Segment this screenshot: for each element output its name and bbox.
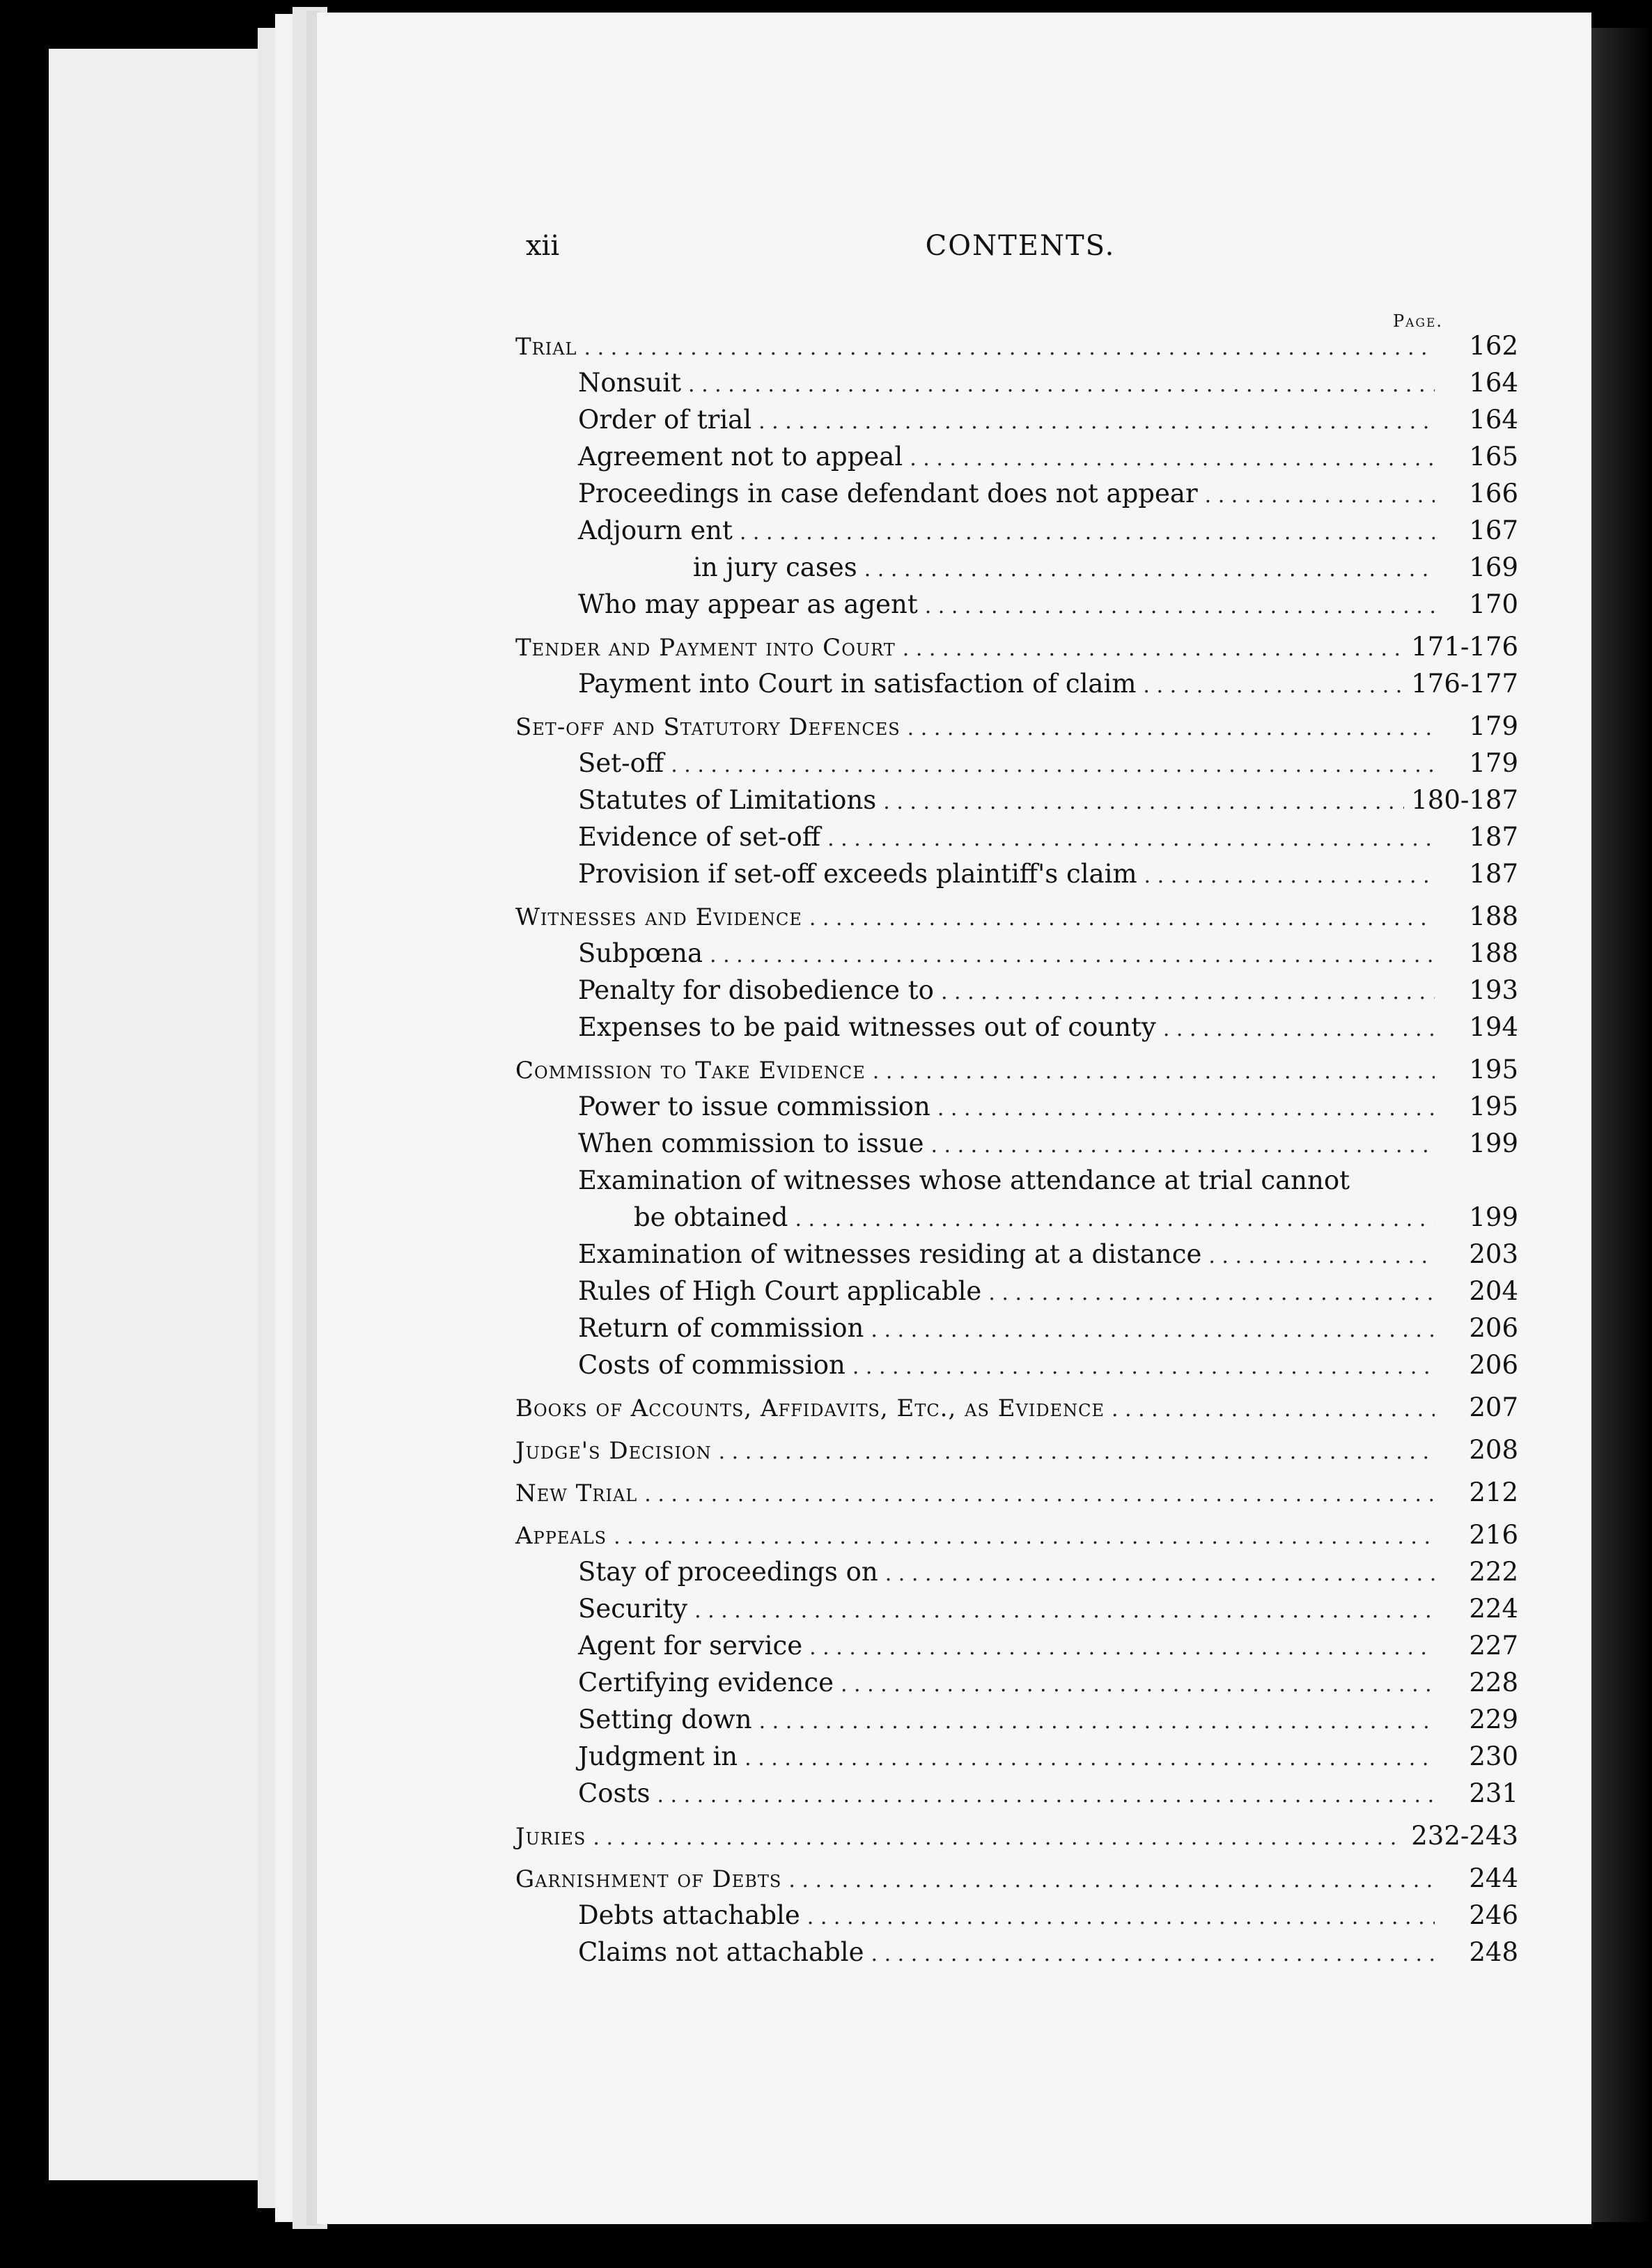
toc-entry-label: Adjourn ent bbox=[578, 515, 733, 545]
dot-leader bbox=[1143, 667, 1404, 704]
toc-entry-label: Return of commission bbox=[578, 1313, 864, 1343]
toc-entry-page: 227 bbox=[1469, 1631, 1518, 1661]
dot-leader bbox=[759, 1703, 1435, 1740]
toc-entry-label: Witnesses and Evidence bbox=[515, 903, 802, 931]
toc-entry bbox=[515, 1273, 1518, 1310]
dot-leader bbox=[644, 1476, 1435, 1513]
toc-entry bbox=[515, 1775, 1518, 1812]
toc-entry-label: Juries bbox=[515, 1823, 586, 1851]
toc-entry-label: Claims not attachable bbox=[578, 1937, 864, 1967]
dot-leader bbox=[671, 747, 1435, 784]
dot-leader bbox=[827, 821, 1435, 857]
dot-leader bbox=[937, 1090, 1435, 1127]
dot-leader bbox=[883, 784, 1404, 821]
toc-entry bbox=[515, 1431, 1518, 1468]
dot-leader bbox=[910, 440, 1435, 477]
toc-entry bbox=[515, 327, 1518, 364]
toc-entry bbox=[515, 1817, 1518, 1854]
toc-entry-page: 162 bbox=[1469, 331, 1518, 361]
toc-entry-page: 187 bbox=[1469, 822, 1518, 852]
toc-entry bbox=[515, 1738, 1518, 1775]
toc-entry-label: Security bbox=[578, 1594, 688, 1624]
toc-entry-page: 187 bbox=[1469, 859, 1518, 889]
toc-entry bbox=[515, 1701, 1518, 1738]
dot-leader bbox=[809, 900, 1435, 937]
toc-entry bbox=[515, 512, 1518, 549]
toc-entry-page: 164 bbox=[1469, 368, 1518, 398]
toc-entry-label: Examination of witnesses residing at a distance bbox=[578, 1239, 1202, 1269]
dot-leader bbox=[688, 366, 1435, 403]
toc-entry-page: 179 bbox=[1469, 748, 1518, 778]
toc-entry-label: Judge's Decision bbox=[515, 1437, 712, 1465]
toc-entry bbox=[515, 1934, 1518, 1971]
toc-entry bbox=[515, 1346, 1518, 1383]
toc-entry-label: Examination of witnesses whose attendance at trial cannot bbox=[578, 1165, 1350, 1195]
toc-entry-label: Set-off and Statutory Defences bbox=[515, 713, 901, 741]
toc-entry bbox=[515, 1162, 1518, 1199]
toc-entry-page: 204 bbox=[1469, 1276, 1518, 1306]
toc-entry bbox=[515, 1088, 1518, 1125]
toc-entry-page: 169 bbox=[1469, 552, 1518, 582]
toc-entry bbox=[515, 1125, 1518, 1162]
page-folio: xii bbox=[526, 230, 560, 262]
toc-entry bbox=[515, 438, 1518, 475]
toc-entry-page: 199 bbox=[1469, 1202, 1518, 1232]
toc-entry bbox=[515, 364, 1518, 401]
toc-entry-label: Rules of High Court applicable bbox=[578, 1276, 982, 1306]
toc-entry-label: in jury cases bbox=[693, 552, 857, 582]
toc-entry-label: Proceedings in case defendant does not appear bbox=[578, 479, 1198, 508]
toc-entry bbox=[515, 628, 1518, 665]
toc-entry-page: 228 bbox=[1469, 1668, 1518, 1698]
toc-entry bbox=[515, 1590, 1518, 1627]
toc-entry bbox=[515, 898, 1518, 935]
dot-leader bbox=[925, 588, 1435, 625]
dot-leader bbox=[809, 1629, 1435, 1666]
dot-leader bbox=[885, 1555, 1435, 1592]
toc-entry-label: New Trial bbox=[515, 1479, 638, 1507]
toc-entry-page: 188 bbox=[1469, 901, 1518, 931]
toc-entry-label: Agreement not to appeal bbox=[578, 442, 903, 472]
toc-entry-label: Payment into Court in satisfaction of claim bbox=[578, 669, 1137, 699]
running-head: CONTENTS. bbox=[925, 230, 1116, 262]
page-header bbox=[526, 230, 1515, 272]
toc-entry-page: 224 bbox=[1469, 1594, 1518, 1624]
toc-entry-page: 206 bbox=[1469, 1313, 1518, 1343]
toc-entry-label: When commission to issue bbox=[578, 1128, 924, 1158]
toc-entry bbox=[515, 1389, 1518, 1426]
toc-entry bbox=[515, 1199, 1518, 1236]
toc-entry-page: 188 bbox=[1469, 938, 1518, 968]
toc-entry-label: Penalty for disobedience to bbox=[578, 975, 934, 1005]
toc-entry-label: Subpœna bbox=[578, 938, 703, 968]
dot-leader bbox=[988, 1275, 1435, 1312]
toc-entry bbox=[515, 1236, 1518, 1273]
dot-leader bbox=[788, 1862, 1435, 1899]
dot-leader bbox=[941, 974, 1435, 1011]
toc-entry bbox=[515, 708, 1518, 745]
toc-entry-page: 193 bbox=[1469, 975, 1518, 1005]
toc-entry bbox=[515, 782, 1518, 818]
dot-leader bbox=[1208, 1238, 1435, 1275]
toc-entry bbox=[515, 401, 1518, 438]
toc-entry-page: 180-187 bbox=[1411, 785, 1518, 815]
toc-entry bbox=[515, 1051, 1518, 1088]
toc-entry bbox=[515, 475, 1518, 512]
toc-entry bbox=[515, 972, 1518, 1009]
toc-entry-page: 166 bbox=[1469, 479, 1518, 508]
toc-entry-page: 167 bbox=[1469, 515, 1518, 545]
toc-entry-label: Tender and Payment into Court bbox=[515, 634, 896, 662]
dot-leader bbox=[873, 1053, 1435, 1090]
toc-entry-page: 208 bbox=[1469, 1435, 1518, 1465]
dot-leader bbox=[903, 630, 1404, 667]
toc-entry-page: 246 bbox=[1469, 1900, 1518, 1930]
toc-entry-page: 195 bbox=[1469, 1092, 1518, 1121]
toc-entry-page: 244 bbox=[1469, 1863, 1518, 1893]
toc-entry-label: Who may appear as agent bbox=[578, 589, 918, 619]
toc-entry bbox=[515, 1516, 1518, 1553]
toc-entry-page: 206 bbox=[1469, 1350, 1518, 1380]
toc-entry-page: 170 bbox=[1469, 589, 1518, 619]
toc-entry-label: Setting down bbox=[578, 1704, 752, 1734]
toc-entry bbox=[515, 665, 1518, 702]
toc-entry-page: 179 bbox=[1469, 711, 1518, 741]
toc-entry-page: 164 bbox=[1469, 405, 1518, 435]
toc-entry-label: Judgment in bbox=[578, 1741, 738, 1771]
toc-entry-label: Stay of proceedings on bbox=[578, 1557, 878, 1587]
toc-entry bbox=[515, 549, 1518, 586]
toc-entry-label: Agent for service bbox=[578, 1631, 803, 1661]
dot-leader bbox=[871, 1312, 1435, 1349]
dot-leader bbox=[710, 937, 1435, 974]
toc-entry bbox=[515, 586, 1518, 623]
toc-entry-page: 171-176 bbox=[1411, 632, 1518, 662]
toc-entry bbox=[515, 745, 1518, 782]
dot-leader bbox=[719, 1434, 1435, 1470]
toc-entry-label: Set-off bbox=[578, 748, 664, 778]
toc-entry-page: 176-177 bbox=[1411, 669, 1518, 699]
dot-leader bbox=[740, 514, 1435, 551]
dot-leader bbox=[584, 329, 1435, 366]
toc-entry bbox=[515, 1553, 1518, 1590]
toc-entry-label: Evidence of set-off bbox=[578, 822, 821, 852]
toc-entry-page: 212 bbox=[1469, 1477, 1518, 1507]
dot-leader bbox=[795, 1201, 1435, 1238]
dot-leader bbox=[907, 710, 1435, 747]
toc-entry-label: Power to issue commission bbox=[578, 1092, 930, 1121]
dot-leader bbox=[694, 1592, 1435, 1629]
dot-leader bbox=[758, 403, 1435, 440]
toc-entry-label: Nonsuit bbox=[578, 368, 681, 398]
toc-entry bbox=[515, 1860, 1518, 1897]
dot-leader bbox=[1205, 477, 1435, 514]
dot-leader bbox=[930, 1127, 1435, 1164]
dot-leader bbox=[841, 1666, 1435, 1703]
toc-entry bbox=[515, 1897, 1518, 1934]
dot-leader bbox=[1163, 1011, 1435, 1048]
toc-entry-page: 248 bbox=[1469, 1937, 1518, 1967]
dot-leader bbox=[852, 1349, 1435, 1385]
toc-entry-label: Commission to Take Evidence bbox=[515, 1057, 866, 1085]
toc-entry-page: 230 bbox=[1469, 1741, 1518, 1771]
toc-entry-page: 229 bbox=[1469, 1704, 1518, 1734]
dot-leader bbox=[1144, 857, 1435, 894]
dot-leader bbox=[745, 1740, 1435, 1777]
dot-leader bbox=[593, 1819, 1404, 1856]
toc-entry bbox=[515, 818, 1518, 855]
toc-entry-label: be obtained bbox=[634, 1202, 788, 1232]
toc-entry bbox=[515, 1664, 1518, 1701]
toc-entry bbox=[515, 1310, 1518, 1346]
toc-entry-page: 216 bbox=[1469, 1520, 1518, 1550]
toc-entry-label: Expenses to be paid witnesses out of county bbox=[578, 1012, 1156, 1042]
dot-leader bbox=[657, 1777, 1435, 1814]
dot-leader bbox=[1112, 1391, 1435, 1428]
toc-entry-label: Certifying evidence bbox=[578, 1668, 834, 1698]
toc-entry-page: 203 bbox=[1469, 1239, 1518, 1269]
toc-entry-label: Debts attachable bbox=[578, 1900, 800, 1930]
toc-entry bbox=[515, 1009, 1518, 1046]
toc-entry-label: Trial bbox=[515, 333, 577, 361]
table-of-contents bbox=[515, 327, 1518, 1971]
dot-leader bbox=[871, 1936, 1435, 1973]
toc-entry-label: Books of Accounts, Affidavits, Etc., as Evidence bbox=[515, 1395, 1105, 1422]
page-column-label: Page. bbox=[1393, 311, 1444, 331]
toc-entry-label: Costs of commission bbox=[578, 1350, 846, 1380]
toc-entry-label: Costs bbox=[578, 1778, 650, 1808]
toc-entry-label: Garnishment of Debts bbox=[515, 1865, 782, 1893]
dot-leader bbox=[614, 1519, 1435, 1555]
toc-entry-page: 195 bbox=[1469, 1055, 1518, 1085]
binding-shadow bbox=[1591, 28, 1652, 2222]
toc-entry bbox=[515, 935, 1518, 972]
toc-entry-label: Order of trial bbox=[578, 405, 752, 435]
dot-leader bbox=[864, 551, 1435, 588]
toc-entry bbox=[515, 855, 1518, 892]
toc-entry-page: 199 bbox=[1469, 1128, 1518, 1158]
toc-entry-label: Appeals bbox=[515, 1522, 607, 1550]
toc-entry-label: Provision if set-off exceeds plaintiff's claim bbox=[578, 859, 1137, 889]
toc-entry-page: 207 bbox=[1469, 1392, 1518, 1422]
toc-entry-page: 165 bbox=[1469, 442, 1518, 472]
toc-entry-label: Statutes of Limitations bbox=[578, 785, 877, 815]
toc-entry-page: 194 bbox=[1469, 1012, 1518, 1042]
toc-entry bbox=[515, 1474, 1518, 1511]
dot-leader bbox=[807, 1899, 1435, 1936]
toc-entry bbox=[515, 1627, 1518, 1664]
toc-entry-page: 222 bbox=[1469, 1557, 1518, 1587]
toc-entry-page: 231 bbox=[1469, 1778, 1518, 1808]
toc-entry-page: 232-243 bbox=[1411, 1821, 1518, 1851]
